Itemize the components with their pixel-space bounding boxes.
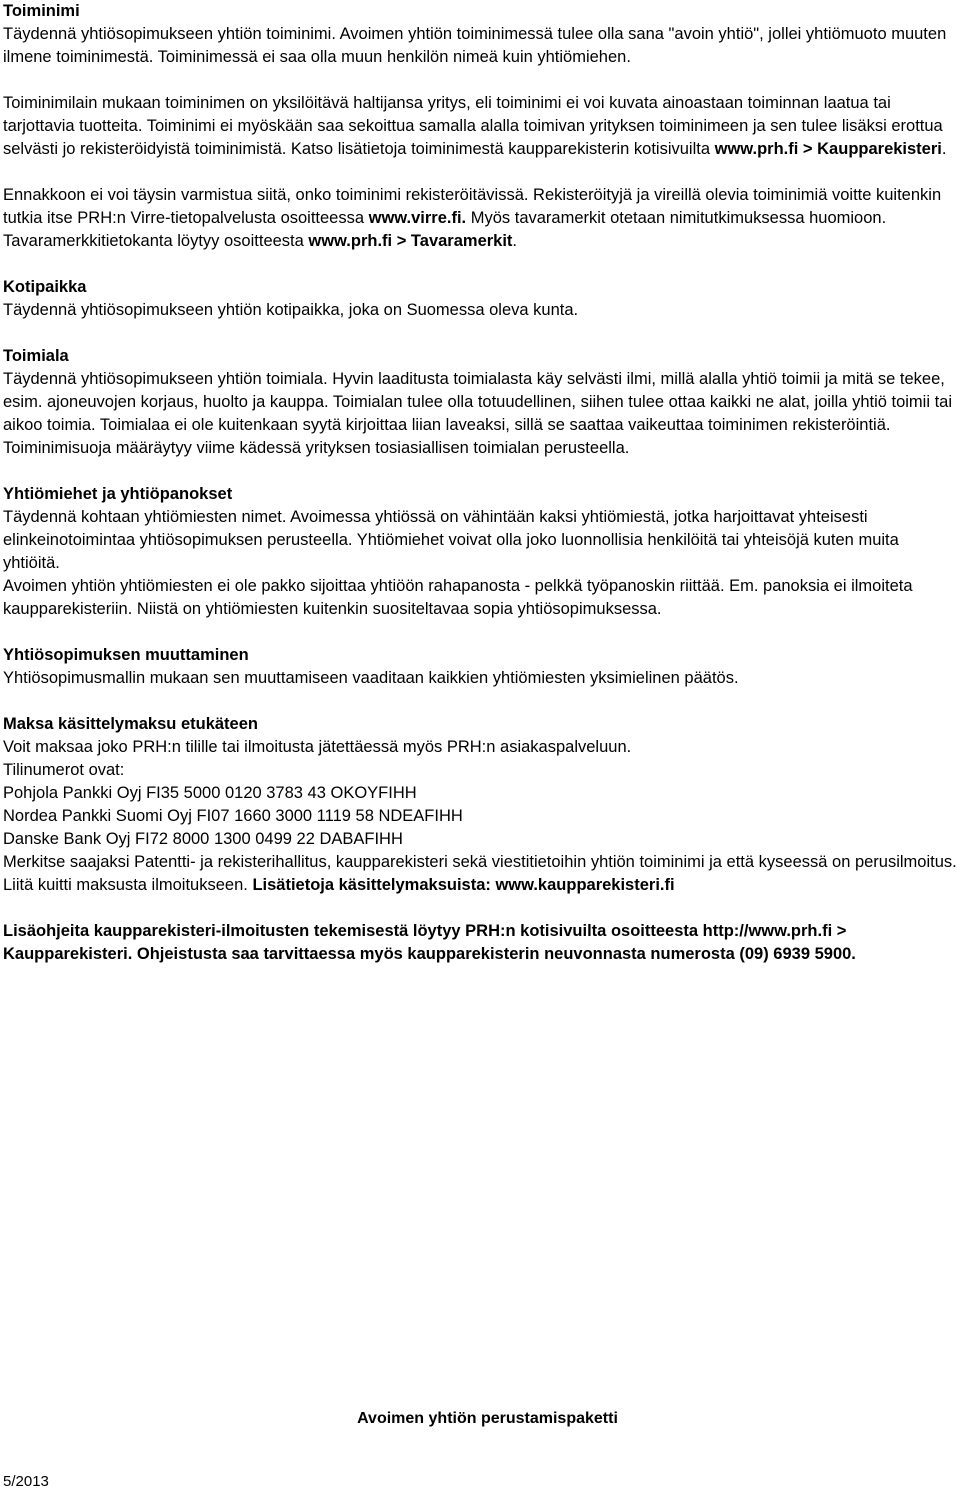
paragraph: Voit maksaa joko PRH:n tilille tai ilmoitusta jätettäessä myös PRH:n asiakaspalveluun. bbox=[3, 738, 632, 756]
document-body bbox=[3, 0, 958, 989]
paragraph: Avoimen yhtiön yhtiömiesten ei ole pakko sijoittaa yhtiöön rahapanosta - pelkkä työpanoskin riittää. Em. panoksia ei ilmoiteta kaupparekisteriin. Niistä on yhtiömiesten kuitenkin suositeltavaa sopia yhtiösopimuksessa. bbox=[3, 577, 913, 618]
paragraph: Täydennä yhtiösopimukseen yhtiön toiminimi. Avoimen yhtiön toiminimessä tulee olla sana "avoin yhtiö", jollei yhtiömuoto muuten ilmene toiminimestä. Toiminimessä ei saa olla muun henkilön nimeä kuin yhtiömiehen. bbox=[3, 25, 947, 66]
section-yhtiomiehet bbox=[3, 483, 958, 621]
section-yhtiosopimuksen-muuttaminen bbox=[3, 644, 958, 690]
section-lisaohjeita bbox=[3, 920, 958, 966]
paragraph: Lisäohjeita kaupparekisteri-ilmoitusten tekemisestä löytyy PRH:n kotisivuilta osoitteesta http://www.prh.fi > Kaupparekisteri. Ohjeistusta saa tarvittaessa myös kaupparekisterin neuvonnasta numerosta (09) 6939 5900. bbox=[3, 922, 856, 963]
section-heading: Yhtiömiehet ja yhtiöpanokset bbox=[3, 485, 233, 503]
footer-date: 5/2013 bbox=[3, 1473, 49, 1490]
paragraph-text: Merkitse saajaksi Patentti- ja rekisterihallitus, kaupparekisteri sekä viestitietoihin yhtiön toiminimi ja että kyseessä on perusilmoitus. Liitä kuitti maksusta ilmoitukseen. bbox=[3, 853, 957, 894]
paragraph: Täydennä yhtiösopimukseen yhtiön toimiala. Hyvin laaditusta toimialasta käy selvästi ilmi, millä alalla yhtiö toimii ja mitä se tekee, esim. ajoneuvojen korjaus, huolto ja kauppa. Toimialan tulee olla totuudellinen, siihen tulee ottaa kaikki ne alat, joilla yhtiö toimii tai aikoo toimia. Toimialaa ei ole kuitenkaan syytä kirjoittaa liian laveaksi, sillä se saattaa vaikeuttaa toiminimen rekisteröintiä. Toiminimisuoja määräytyy viime kädessä yrityksen tosiasiallisen toimialan perusteella. bbox=[3, 370, 953, 457]
section-heading: Yhtiösopimuksen muuttaminen bbox=[3, 646, 249, 664]
section-toimiala bbox=[3, 345, 958, 460]
account-line: Nordea Pankki Suomi Oyj FI07 1660 3000 1119 58 NDEAFIHH bbox=[3, 807, 463, 825]
account-line: Pohjola Pankki Oyj FI35 5000 0120 3783 43 OKOYFIHH bbox=[3, 784, 417, 802]
section-heading: Maksa käsittelymaksu etukäteen bbox=[3, 715, 258, 733]
paragraph: Täydennä yhtiösopimukseen yhtiön kotipaikka, joka on Suomessa oleva kunta. bbox=[3, 301, 579, 319]
paragraph bbox=[3, 92, 958, 161]
section-toiminimi bbox=[3, 0, 958, 253]
section-heading: Kotipaikka bbox=[3, 278, 87, 296]
section-heading: Toimiala bbox=[3, 347, 69, 365]
account-line: Danske Bank Oyj FI72 8000 1300 0499 22 DABAFIHH bbox=[3, 830, 403, 848]
paragraph: Täydennä kohtaan yhtiömiesten nimet. Avoimessa yhtiössä on vähintään kaksi yhtiömiestä, jotka harjoittavat yhteisesti elinkeinotoimintaa yhtiösopimuksen perusteella. Yhtiömiehet voivat olla joko luonnollisia henkilöitä tai yhteisöjä kuten muita yhtiöitä. bbox=[3, 508, 899, 572]
paragraph-text: . bbox=[941, 140, 947, 158]
section-kotipaikka bbox=[3, 276, 958, 322]
section-kasittelymaksu bbox=[3, 713, 958, 897]
paragraph-text: . bbox=[512, 232, 518, 250]
footer-title: Avoimen yhtiön perustamispaketti bbox=[357, 1410, 618, 1427]
link-kaupparekisteri-fi[interactable]: Lisätietoja käsittelymaksuista: www.kaupparekisteri.fi bbox=[252, 876, 675, 894]
paragraph bbox=[3, 851, 958, 897]
paragraph-text: Toiminimilain mukaan toiminimen on yksilöitävä haltijansa yritys, eli toiminimi ei voi kuvata ainoastaan toiminnan laatua tai tarjottavia tuotteita. Toiminimi ei myöskään saa sekoittua samalla alalla toimivan yrityksen toiminimeen ja sen tulee lisäksi erottua selvästi jo rekisteröidyistä toiminimistä. Katso lisätietoja toiminimestä kaupparekisterin kotisivuilta bbox=[3, 94, 943, 158]
section-heading: Toiminimi bbox=[3, 2, 80, 20]
paragraph bbox=[3, 184, 958, 253]
link-tavaramerkit[interactable]: www.prh.fi > Tavaramerkit bbox=[308, 232, 513, 250]
paragraph-text: Ennakkoon ei voi täysin varmistua siitä, onko toiminimi rekisteröitävissä. Rekisteröityjä ja vireillä olevia toiminimiä voitte kuitenkin tutkia itse PRH:n Virre-tietopalvelusta osoitteessa bbox=[3, 186, 942, 227]
link-kaupparekisteri[interactable]: www.prh.fi > Kaupparekisteri bbox=[714, 140, 942, 158]
paragraph: Yhtiösopimusmallin mukaan sen muuttamiseen vaaditaan kaikkien yhtiömiesten yksimielinen päätös. bbox=[3, 669, 739, 687]
paragraph: Tilinumerot ovat: bbox=[3, 761, 125, 779]
paragraph-text: Myös tavaramerkit otetaan nimitutkimuksessa huomioon. Tavaramerkkitietokanta löytyy osoitteesta bbox=[3, 209, 887, 250]
link-virre[interactable]: www.virre.fi. bbox=[368, 209, 467, 227]
